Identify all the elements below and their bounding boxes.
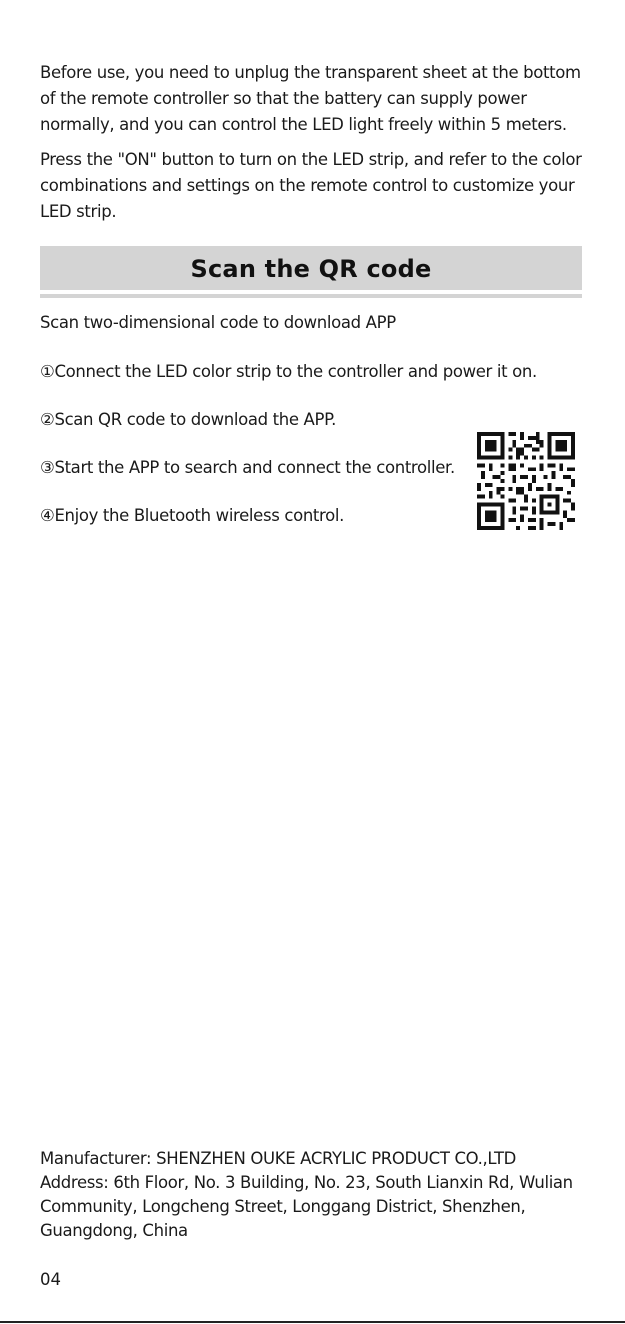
manufacturer-name: Manufacturer: SHENZHEN OUKE ACRYLIC PRODUCT CO.,LTD: [40, 1149, 517, 1168]
section-divider: [40, 294, 582, 298]
intro-paragraph-battery: Before use, you need to unplug the transparent sheet at the bottom of the remote controller so that the battery can supply power normally, and you can control the LED light freely within 5 meters.: [40, 63, 581, 134]
qr-code-icon[interactable]: [477, 432, 575, 530]
intro-paragraph-power-on: Press the "ON" button to turn on the LED strip, and refer to the color combinations and settings on the remote control to customize your LED strip.: [40, 150, 582, 221]
step-item: ②Scan QR code to download the APP.: [40, 410, 337, 429]
manufacturer-info: [40, 1147, 592, 1243]
manufacturer-address: Address: 6th Floor, No. 3 Building, No. 23, South Lianxin Rd, Wulian Community, Longcheng Street, Longgang District, Shenzhen, Guangdong, China: [40, 1173, 573, 1240]
section-title: Scan the QR code: [190, 255, 432, 283]
step-item: ④Enjoy the Bluetooth wireless control.: [40, 506, 344, 525]
step-item: ③Start the APP to search and connect the controller.: [40, 458, 455, 477]
page-bottom-rule: [0, 1321, 625, 1323]
page-number: 04: [40, 1270, 61, 1289]
steps-intro: Scan two-dimensional code to download APP: [40, 313, 396, 332]
step-item: ①Connect the LED color strip to the controller and power it on.: [40, 362, 537, 381]
section-banner: [40, 246, 582, 290]
